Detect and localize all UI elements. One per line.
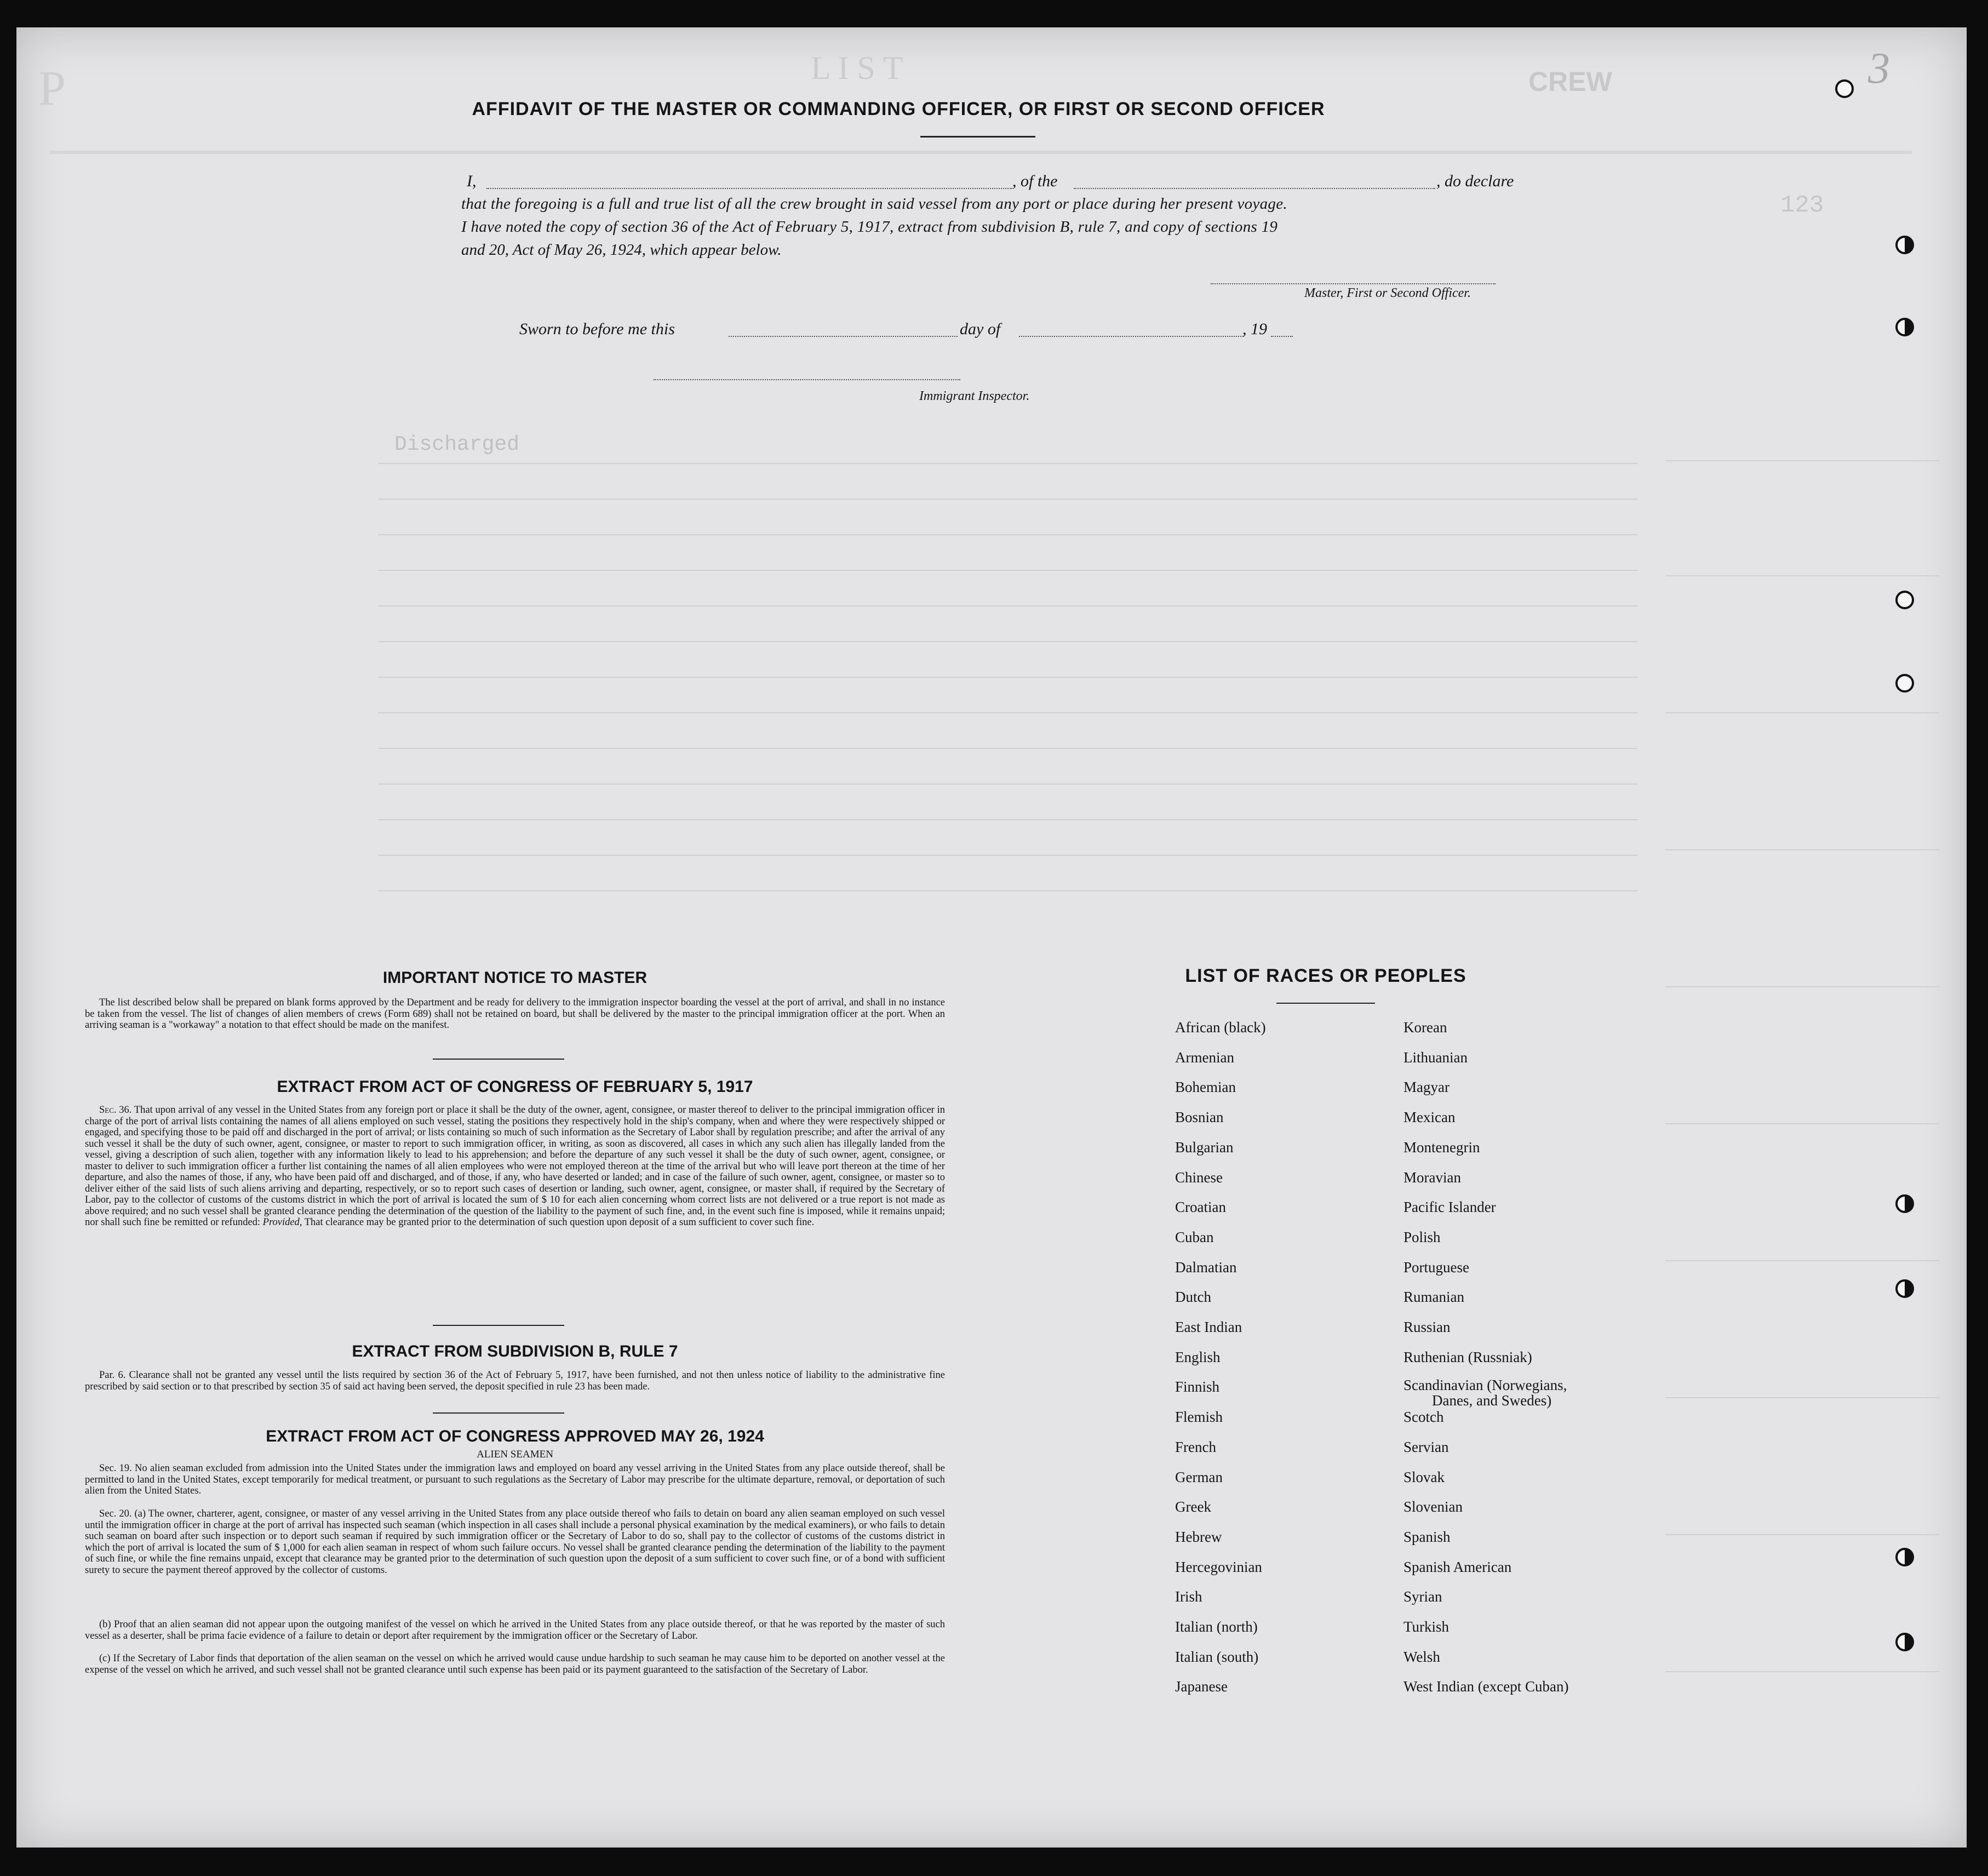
extract-1924-subtitle: ALIEN SEAMEN: [477, 1449, 553, 1460]
race-item: Italian (south): [1175, 1648, 1259, 1665]
inspector-signature-field[interactable]: [654, 379, 960, 380]
document-page: P L I S T CREW 123 Discharged 3 AFFIDAVIT OF THE MASTER OR COMMANDING OFFICER, OR FIRST OR SECOND OFFICER I, , of the , do declare that the foregoing is a full and true list of all the crew brought in said vessel from any port or place during her present voyage. I have noted the copy of section 36 of the Act of February 5, 1917, extract from subdivision B, rule 7, and copy of sections 19 and 20, Act of May 26, 1924, which appear below. Master, First or Second Officer. Sworn to before me this day of , 19 Immigrant Inspector. IMPORTANT NOTICE TO MASTER The list described below shall be prepared on blank forms approved by the Department and be ready for delivery to the immigration inspector boarding the vessel at the port of arrival, and shall in no instance be taken from the vessel. The list of changes of alien members of crews (Form 689) shall not be retained on board, but shall be delivered by the master to the principal immigration officer at the port. When an arriving seaman is a "workaway" a notation to that effect should be made on the manifest. EXTRACT FROM ACT OF CONGRESS OF FEBRUARY 5, 1917 Sec. 36. That upon arrival of any vessel in the United States from any foreign port or place it shall be the duty of the owner, agent, consignee, or master thereof to deliver to the principal immigration officer in charge of the port of arrival lists containing the names of all aliens employed on such vessel, stating the positions they respectively hold in the ship's company, when and where they were respectively shipped or engaged, and specifying those to be paid off and discharged in the port of arrival; or lists containing so much of such information as the Secretary of Labor shall by regulation prescribe; and after the arrival of any such vessel it shall be the duty of such owner, agent, consignee, or master to report to such immigration officer, in writing, as soon as discovered, all cases in which any such alien has illegally landed from the vessel, giving a description of such alien, together with any information likely to lead to his apprehension; and before the departure of any such vessel it shall be the duty of such owner, agent, consignee, or master to deliver to such immigration officer a further list containing the names of all alien employees who were not employed thereon at the time of the arrival but who will leave port thereon at the time of her departure, and also the names of those, if any, who have been paid off and discharged, and of those, if any, who have deserted or landed; and in case of the failure of such owner, agent, consignee, or master so to deliver either of the said lists of such aliens arriving and departing, respectively, or so to report such cases of desertion or landing, such owner, agent, consignee, or master shall, if required by the Secretary of Labor, pay to the collector of customs of the customs district in which the port of arrival is located the sum of $ 10 for each alien concerning whom correct lists are not delivered or a true report is not made as above required; and no such vessel shall be granted clearance pending the determination of the question of the liability to the payment of such fine, and, in the event such fine is imposed, while it remains unpaid; nor shall such fine be remitted or refunded: Provided, That clearance may be granted prior to the determination of such question upon deposit of a sum sufficient to cover such fine. EXTRACT FROM SUBDIVISION B, RULE 7 Par. 6. Clearance shall not be granted any vessel until the lists required by section 36 of the Act of February 5, 1917, have been furnished, and not then unless notice of liability to the administrative fine prescribed by said section or to that prescribed by section 35 of said act having been served, the deposit specified in rule 23 has been made. EXTRACT FROM ACT OF CONGRESS APPROVED MAY 26, 1924 ALIEN SEAMEN Sec. 19. No alien seaman excluded from admission into the United States under the immigration laws and employed on board any vessel arriving in the United States from any place outside thereof, shall be permitted to land in the United States, except temporarily for medical treatment, or pursuant to such regulations as the Secretary of Labor may prescribe for the ultimate departure, removal, or deportation of such alien from the United States. Sec. 20. (a) The owner, charterer, agent, consignee, or master of any vessel arriving in the United States from any place outside thereof who fails to detain on board any alien seaman employed on such vessel until the immigration officer in charge at the port of arrival has inspected such seaman (which inspection in all cases shall include a personal physical examination by the medical examiners), or who fails to detain such seaman on board after such inspection or to deport such seaman if required by such immigration officer or the Secretary of Labor to do so, shall pay to the collector of customs of the customs district in which the port of arrival is located the sum of $ 1,000 for each alien seaman in respect of whom such failure occurs. No vessel shall be granted clearance pending the determination of the liability to the payment of such fine, or while the fine remains unpaid, except that clearance may be granted prior to the determination of such question upon the deposit of a sum sufficient to cover such fine, or of a bond with sufficient surety to secure the payment thereof approved by the collector of customs. (b) Proof that an alien seaman did not appear upon the outgoing manifest of the vessel on which he arrived in the United States from any place outside thereof, or that he was reported by the master of such vessel as a deserter, shall be prima facie evidence of a failure to detain or deport after requirement by the immigration officer or the Secretary of Labor. (c) If the Secretary of Labor finds that deportation of the alien seaman on the vessel on which he arrived would cause undue hardship to such seaman he may cause him to be deported on another vessel at the expense of the vessel on which he arrived, and such vessel shall not be granted clearance until such expense has been paid or its payment guaranteed to the satisfaction of the Secretary of Labor. LIST OF RACES OR PEOPLES African (black) Armenian Bohemian Bosnian Bulgarian Chinese Croatian Cuban Dalmatian Dutch East Indian English Finnish Flemish French German Greek Hebrew Hercegovinian Irish Italian (north) Italian (south) Japanese Korean Lithuanian Magyar Mexican Montenegrin Moravian Pacific Islander Polish Portuguese Rumanian Russian Ruthenian (Russniak) Scotch Servian Slovak Slovenian Spanish Spanish American Syrian Turkish Welsh West Indian (except Cuban) Scandinavian (Norwegians, Danes, and Swedes): [16, 27, 1967, 1848]
race-item: Spanish American: [1403, 1558, 1512, 1575]
binder-hole-icon: [1895, 1194, 1914, 1213]
race-item: Flemish: [1175, 1409, 1223, 1426]
race-item: Ruthenian (Russniak): [1403, 1348, 1532, 1365]
officer-signature-label: Master, First or Second Officer.: [1304, 286, 1471, 300]
race-item: Rumanian: [1403, 1289, 1464, 1306]
race-item: Slovak: [1403, 1468, 1445, 1485]
binder-hole-icon: [1895, 1633, 1914, 1651]
race-item-scandinavian: [1403, 1377, 1567, 1408]
race-item: Bosnian: [1175, 1109, 1224, 1126]
affidavit-i: I,: [467, 172, 477, 190]
sworn-day-field[interactable]: [729, 336, 958, 337]
race-item: Portuguese: [1403, 1259, 1469, 1276]
race-item: Welsh: [1403, 1648, 1440, 1665]
rule-7-title: EXTRACT FROM SUBDIVISION B, RULE 7: [352, 1342, 678, 1360]
rule-7-body: Par. 6. Clearance shall not be granted any vessel until the lists required by section 36 of the Act of February 5, 1917, have been furnished, and not then unless notice of liability to the administrative fine prescribed by said section or to that prescribed by section 35 of said act having been served, the deposit specified in rule 23 has been made.: [85, 1370, 945, 1392]
sec-36-text: That upon arrival of any vessel in the United States from any foreign port or place it shall be the duty of the owner, agent, consignee, or master thereof to deliver to the principal immigration officer in charge of the port of arrival lists containing the names of all aliens employed on such vessel, stating the positions they respectively hold in the ship's company, when and where they were respectively shipped or engaged, and specifying those to be paid off and discharged in the port of arrival; or lists containing so much of such information as the Secretary of Labor shall by regulation prescribe; and after the arrival of any such vessel it shall be the duty of such owner, agent, consignee, or master to report to such immigration officer, in writing, as soon as discovered, all cases in which any such alien has illegally landed from the vessel, giving a description of such alien, together with any information likely to lead to his apprehension; and before the departure of any such vessel it shall be the duty of such owner, agent, consignee, or master to deliver to such immigration officer a further list containing the names of all alien employees who were not employed thereon at the time of the arrival but who will leave port thereon at the time of her departure, and also the names of those, if any, who have been paid off and discharged, and of those, if any, who have deserted or landed; and in case of the failure of such owner, agent, consignee, or master so to deliver either of the said lists of such aliens arriving and departing, respectively, or so to report such cases of desertion or landing, such owner, agent, consignee, or master shall, if required by the Secretary of Labor, pay to the collector of customs of the customs district in which the port of arrival is located the sum of $ 10 for each alien concerning whom correct lists are not delivered or a true report is not made as above required; and no such vessel shall be granted clearance pending the determination of the question of the liability to the payment of such fine, and, in the event such fine is imposed, while it remains unpaid; nor shall such fine be remitted or refunded:: [85, 1105, 945, 1228]
race-item: Armenian: [1175, 1049, 1234, 1066]
corner-handwritten-mark: 3: [1868, 44, 1890, 93]
race-item: French: [1175, 1438, 1216, 1455]
inspector-label: Immigrant Inspector.: [919, 389, 1030, 403]
affidavit-title-rule: [920, 136, 1035, 138]
binder-hole-icon: [1895, 591, 1914, 609]
extract-1924-title: EXTRACT FROM ACT OF CONGRESS APPROVED MAY 26, 1924: [266, 1427, 764, 1445]
race-item: Pacific Islander: [1403, 1199, 1496, 1216]
race-item: Montenegrin: [1403, 1139, 1480, 1156]
sec-20b-body: (b) Proof that an alien seaman did not appear upon the outgoing manifest of the vessel on which he arrived in the United States from any place outside thereof, or that he was reported by the master of such vessel as a deserter, shall be prima facie evidence of a failure to detain or deport after requirement by the immigration officer or the Secretary of Labor.: [85, 1619, 945, 1642]
notice-title: IMPORTANT NOTICE TO MASTER: [382, 969, 648, 987]
races-title: LIST OF RACES OR PEOPLES: [1185, 965, 1466, 986]
binder-hole-icon: [1895, 1548, 1914, 1566]
affidavit-line-4: and 20, Act of May 26, 1924, which appear below.: [461, 241, 782, 259]
affidavit-do-declare: , do declare: [1436, 172, 1514, 190]
race-item: Hercegovinian: [1175, 1558, 1262, 1575]
race-item: Finnish: [1175, 1379, 1220, 1395]
race-item: Scotch: [1403, 1409, 1444, 1426]
extract-1917-title: EXTRACT FROM ACT OF CONGRESS OF FEBRUARY 5, 1917: [277, 1078, 753, 1096]
sec-20c-body: (c) If the Secretary of Labor finds that deportation of the alien seaman on the vessel on which he arrived would cause undue hardship to such seaman he may cause him to be deported on another vessel at the expense of the vessel on which he arrived, and such vessel shall not be granted clearance until such expense has been paid or its payment guaranteed to the satisfaction of the Secretary of Labor.: [85, 1653, 945, 1675]
affidavit-title: AFFIDAVIT OF THE MASTER OR COMMANDING OFFICER, OR FIRST OR SECOND OFFICER: [472, 99, 1325, 119]
race-item: Syrian: [1403, 1588, 1442, 1605]
binder-hole-icon: [1895, 236, 1914, 254]
race-item: Dalmatian: [1175, 1259, 1237, 1276]
extract-1917-body: [85, 1105, 945, 1228]
provided-word: Provided,: [262, 1217, 302, 1228]
sec-20a-body: Sec. 20. (a) The owner, charterer, agent, consignee, or master of any vessel arriving in the United States from any place outside thereof who fails to detain on board any alien seaman employed on such vessel until the immigration officer in charge at the port of arrival has inspected such seaman (which inspection in all cases shall include a personal physical examination by the medical examiners), or who fails to detain such seaman on board after such inspection or to deport such seaman if required by such immigration officer or the Secretary of Labor to do so, shall pay to the collector of customs of the customs district in which the port of arrival is located the sum of $ 1,000 for each alien seaman in respect of whom such failure occurs. No vessel shall be granted clearance pending the determination of the liability to the payment of such fine, or while the fine remains unpaid, except that clearance may be granted prior to the determination of such question upon the deposit of a sum sufficient to cover such fine, or of a bond with sufficient surety to secure the payment thereof approved by the collector of customs.: [85, 1508, 945, 1576]
officer-signature-field[interactable]: [1211, 283, 1496, 284]
race-item: Mexican: [1403, 1109, 1456, 1126]
race-item: Moravian: [1403, 1169, 1461, 1186]
vessel-name-field[interactable]: [1074, 188, 1435, 189]
race-item: Russian: [1403, 1319, 1451, 1335]
sworn-label: Sworn to before me this: [519, 320, 675, 338]
affidavit-line-2: that the foregoing is a full and true list of all the crew brought in said vessel from any port or place during her present voyage.: [461, 195, 1287, 213]
binder-hole-icon: [1895, 318, 1914, 336]
race-item: Dutch: [1175, 1289, 1211, 1306]
notice-body: The list described below shall be prepared on blank forms approved by the Department and be ready for delivery to the immigration inspector boarding the vessel at the port of arrival, and shall in no instance be taken from the vessel. The list of changes of alien members of crews (Form 689) shall not be retained on board, but shall be delivered by the master to the principal immigration officer at the port. When an arriving seaman is a "workaway" a notation to that effect should be made on the manifest.: [85, 997, 945, 1031]
race-item: Irish: [1175, 1588, 1202, 1605]
race-item: Japanese: [1175, 1678, 1228, 1695]
sec-36-text-end: That clearance may be granted prior to the determination of such question upon deposit of a sum sufficient to cover such fine.: [304, 1217, 815, 1228]
race-item: Bulgarian: [1175, 1139, 1234, 1156]
race-item: English: [1175, 1348, 1221, 1365]
day-of-label: day of: [960, 320, 1001, 338]
divider: [433, 1412, 564, 1414]
binder-hole-icon: [1835, 79, 1854, 98]
race-item: Hebrew: [1175, 1528, 1222, 1545]
race-item: African (black): [1175, 1019, 1266, 1036]
race-item: Lithuanian: [1403, 1049, 1468, 1066]
sworn-year-field[interactable]: [1271, 336, 1293, 337]
sec-36-label: Sec. 36.: [99, 1105, 132, 1116]
race-item: Korean: [1403, 1019, 1447, 1036]
binder-hole-icon: [1895, 674, 1914, 693]
race-item: Chinese: [1175, 1169, 1223, 1186]
race-item: Servian: [1403, 1438, 1449, 1455]
sworn-month-field[interactable]: [1019, 336, 1244, 337]
races-title-rule: [1276, 1003, 1375, 1004]
binder-hole-icon: [1895, 1279, 1914, 1298]
race-item: Magyar: [1403, 1079, 1450, 1096]
race-item: Spanish: [1403, 1528, 1451, 1545]
race-item: Polish: [1403, 1228, 1441, 1245]
race-item: East Indian: [1175, 1319, 1242, 1335]
race-label: Scandinavian (Norwegians,: [1403, 1377, 1567, 1393]
year-prefix: , 19: [1242, 320, 1267, 338]
race-label: Danes, and Swedes): [1432, 1392, 1552, 1409]
race-item: Bohemian: [1175, 1079, 1236, 1096]
declarant-name-field[interactable]: [486, 188, 1012, 189]
race-item: Greek: [1175, 1498, 1211, 1515]
race-item: German: [1175, 1468, 1223, 1485]
affidavit-line-3: I have noted the copy of section 36 of the Act of February 5, 1917, extract from subdivision B, rule 7, and copy of sections 19: [461, 218, 1278, 236]
race-item: Croatian: [1175, 1199, 1226, 1216]
divider: [433, 1325, 564, 1326]
divider: [433, 1059, 564, 1060]
race-item: West Indian (except Cuban): [1403, 1678, 1569, 1695]
race-item: Turkish: [1403, 1618, 1450, 1635]
race-item: Cuban: [1175, 1228, 1214, 1245]
affidavit-of-the: , of the: [1012, 172, 1058, 190]
race-item: Italian (north): [1175, 1618, 1258, 1635]
race-item: Slovenian: [1403, 1498, 1463, 1515]
sec-19-body: Sec. 19. No alien seaman excluded from admission into the United States under the immigration laws and employed on board any vessel arriving in the United States from any place outside thereof, shall be permitted to land in the United States, except temporarily for medical treatment, or pursuant to such regulations as the Secretary of Labor may prescribe for the ultimate departure, removal, or deportation of such alien from the United States.: [85, 1463, 945, 1496]
